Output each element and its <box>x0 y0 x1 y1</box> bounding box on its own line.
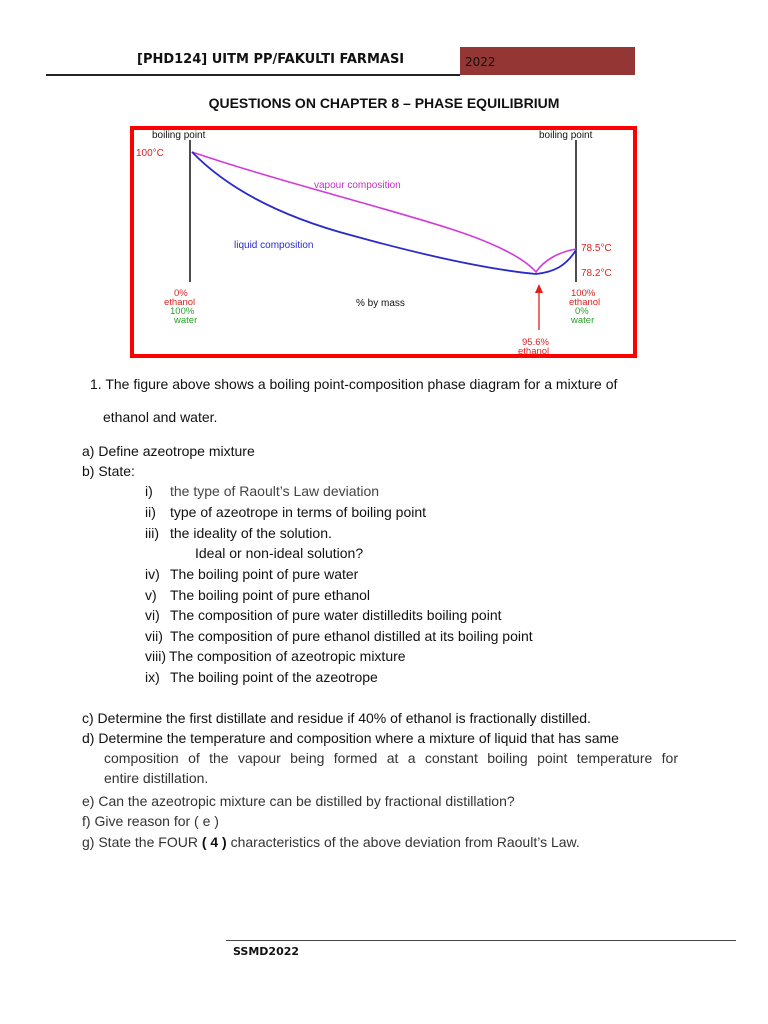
part-g <box>82 832 580 852</box>
sub-item-text: the type of Raoult’s Law deviation <box>170 483 380 499</box>
vapour-label: vapour composition <box>314 180 401 191</box>
part-c: c) Determine the first distillate and residue if 40% of ethanol is fractionally distilled. <box>82 710 591 726</box>
sub-item-number: iii) <box>145 525 159 541</box>
sub-item-number: ix) <box>145 669 160 685</box>
right-bottom-1: ethanol <box>569 297 601 308</box>
sub-item-text: The composition of pure ethanol distilled at its boiling point <box>170 628 533 644</box>
header-year: 2022 <box>465 55 496 69</box>
sub-item <box>145 523 332 543</box>
azeotrope-arrowhead <box>535 284 543 293</box>
footer-rule <box>226 940 736 941</box>
footer-code: SSMD2022 <box>233 945 300 958</box>
sub-item-text: the ideality of the solution. <box>170 525 332 541</box>
header-course: [PHD124] UITM PP/FAKULTI FARMASI <box>137 52 405 67</box>
sub-item <box>145 667 378 687</box>
part-e: e) Can the azeotropic mixture can be distilled by fractional distillation? <box>82 793 515 809</box>
question-1-line-2: ethanol and water. <box>103 409 218 425</box>
part-a: a) Define azeotrope mixture <box>82 443 255 459</box>
liquid-label: liquid composition <box>234 240 314 251</box>
right-bottom-2: 0% <box>575 306 589 317</box>
right-bottom-3: water <box>571 315 595 326</box>
right-bottom-0: 100% <box>571 288 596 299</box>
sub-item-number: i) <box>145 483 153 499</box>
part-f: f) Give reason for ( e ) <box>82 813 219 829</box>
left-bottom-0: 0% <box>174 288 188 299</box>
left-bottom-1: ethanol <box>164 297 196 308</box>
sub-item-number: vii) <box>145 628 163 644</box>
left-temp-label: 100°C <box>136 148 164 159</box>
part-d-line-1: d) Determine the temperature and composition where a mixture of liquid that has same <box>82 730 619 746</box>
sub-item-text: The boiling point of pure water <box>170 566 359 582</box>
sub-item-text: The boiling point of pure ethanol <box>170 587 371 603</box>
temp-low-label: 78.2°C <box>581 268 612 279</box>
sub-item <box>145 605 502 625</box>
sub-item-number: vi) <box>145 607 160 623</box>
sub-item-text: The composition of azeotropic mixture <box>169 648 406 664</box>
sub-item <box>145 543 363 563</box>
sub-item <box>145 564 358 584</box>
sub-item <box>145 481 379 501</box>
left-bottom-3: water <box>174 315 198 326</box>
header-rule <box>46 74 460 76</box>
sub-item <box>145 502 426 522</box>
sub-item-number: v) <box>145 587 157 603</box>
part-g-bold: ( 4 ) <box>201 834 227 850</box>
question-1-line-1: 1. The figure above shows a boiling point-composition phase diagram for a mixture of <box>90 376 618 392</box>
azeotrope-label-1: ethanol <box>518 346 550 354</box>
sub-item-number: viii) <box>145 648 166 664</box>
phase-diagram-svg <box>134 130 633 354</box>
sub-item-number: iv) <box>145 566 160 582</box>
sub-item-text: type of azeotrope in terms of boiling point <box>170 504 427 520</box>
part-g-suffix: characteristics of the above deviation from Raoult’s Law. <box>226 834 580 850</box>
sub-item-number: ii) <box>145 504 156 520</box>
left-axis-label: boiling point <box>152 130 206 141</box>
sub-item-text: The boiling point of the azeotrope <box>170 669 378 685</box>
part-b: b) State: <box>82 463 135 479</box>
temp-high-label: 78.5°C <box>581 243 612 254</box>
phase-diagram-figure <box>130 126 637 358</box>
sub-item-text: Ideal or non-ideal solution? <box>195 545 364 561</box>
sub-item-text: The composition of pure water distilledits boiling point <box>170 607 502 623</box>
sub-item <box>145 646 406 666</box>
part-d-line-2: composition of the vapour being formed at a constant boiling point temperature for <box>104 750 678 766</box>
right-axis-label: boiling point <box>539 130 593 141</box>
part-d-line-3: entire distillation. <box>104 770 209 786</box>
vapour-curve <box>192 152 576 272</box>
azeotrope-label-0: 95.6% <box>522 337 549 348</box>
sub-item <box>145 585 370 605</box>
x-axis-label: % by mass <box>356 298 405 309</box>
sub-item <box>145 626 533 646</box>
part-g-prefix: g) State the FOUR <box>82 834 202 850</box>
page-title: QUESTIONS ON CHAPTER 8 – PHASE EQUILIBRIUM <box>208 95 560 111</box>
left-bottom-2: 100% <box>170 306 195 317</box>
